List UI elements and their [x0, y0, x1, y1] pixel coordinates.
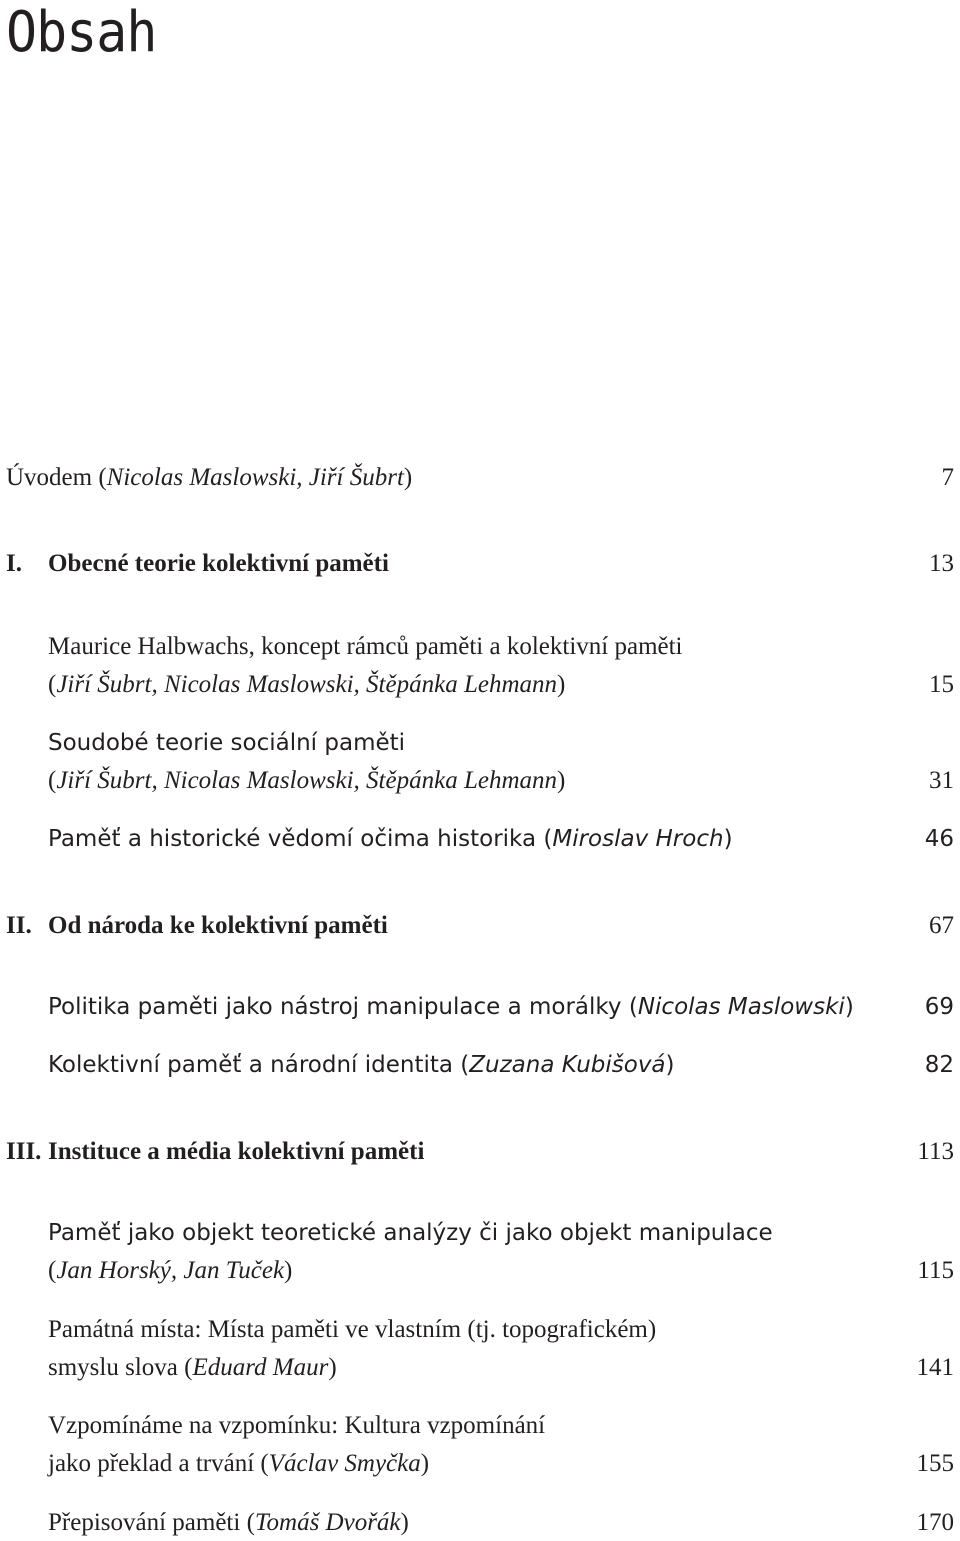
page-number: 141: [916, 1354, 954, 1381]
section-title: Obecné teorie kolektivní paměti: [48, 550, 389, 577]
toc-entry: Přepisování paměti (Tomáš Dvořák): [48, 1509, 409, 1536]
toc-entry-authors: jako překlad a trvání (Václav Smyčka): [48, 1450, 430, 1477]
page-number: 67: [929, 912, 954, 939]
page-number: 7: [941, 464, 954, 491]
section-number: III.: [6, 1138, 42, 1165]
page-number: 115: [917, 1257, 954, 1284]
toc-entry-authors: (Jan Horský, Jan Tuček): [48, 1257, 293, 1284]
page-number: 155: [916, 1450, 954, 1477]
page-number: 170: [916, 1509, 954, 1536]
page-number: 46: [924, 826, 954, 852]
toc-entry-authors: smyslu slova (Eduard Maur): [48, 1354, 337, 1381]
toc-entry-title: Soudobé teorie sociální paměti: [48, 730, 406, 756]
toc-entry-intro: Úvodem (Nicolas Maslowski, Jiří Šubrt): [6, 464, 413, 491]
toc-entry-authors: (Jiří Šubrt, Nicolas Maslowski, Štěpánka Lehmann): [48, 767, 566, 794]
page-number: 15: [929, 671, 954, 698]
toc-entry-title: Paměť jako objekt teoretické analýzy či jako objekt manipulace: [48, 1220, 773, 1246]
toc-entry: Politika paměti jako nástroj manipulace a morálky (Nicolas Maslowski): [48, 994, 854, 1020]
toc-entry-authors: (Jiří Šubrt, Nicolas Maslowski, Štěpánka Lehmann): [48, 671, 566, 698]
page-number: 69: [924, 994, 954, 1020]
section-title: Instituce a média kolektivní paměti: [48, 1138, 425, 1165]
toc-entry: Paměť a historické vědomí očima historika (Miroslav Hroch): [48, 826, 733, 852]
page-number: 113: [917, 1138, 954, 1165]
page-title: Obsah: [6, 0, 157, 65]
page-number: 31: [929, 767, 954, 794]
toc-entry: Kolektivní paměť a národní identita (Zuzana Kubišová): [48, 1052, 675, 1078]
page-number: 13: [929, 550, 954, 577]
toc-entry-title: Vzpomínáme na vzpomínku: Kultura vzpomínání: [48, 1412, 546, 1439]
page-number: 82: [924, 1052, 954, 1078]
toc-entry-title: Maurice Halbwachs, koncept rámců paměti a kolektivní paměti: [48, 633, 683, 660]
toc-entry-title: Památná místa: Místa paměti ve vlastním (tj. topografickém): [48, 1316, 657, 1343]
section-number: II.: [6, 912, 32, 939]
section-number: I.: [6, 550, 22, 577]
section-title: Od národa ke kolektivní paměti: [48, 912, 388, 939]
